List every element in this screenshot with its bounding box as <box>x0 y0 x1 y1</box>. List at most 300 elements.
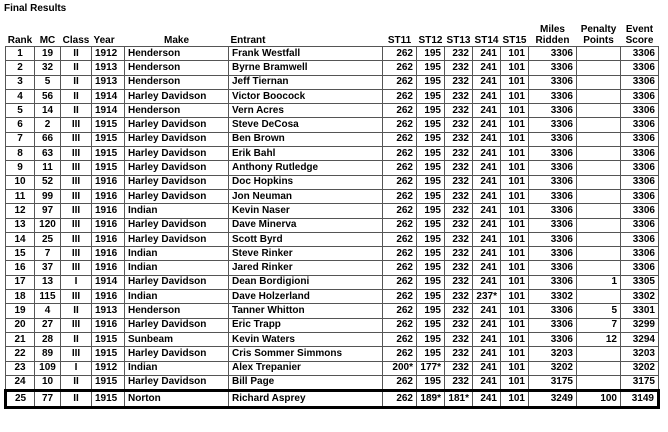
table-row <box>6 247 659 261</box>
miles-ridden-cell: 3306 <box>529 161 577 175</box>
st11-cell: 262 <box>383 61 417 75</box>
entrant-cell: Vern Acres <box>229 104 383 118</box>
table-row <box>6 104 659 118</box>
year-cell: 1915 <box>92 347 125 361</box>
event-score-cell: 3306 <box>621 75 659 89</box>
st11-cell: 200* <box>383 361 417 375</box>
st12-cell: 195 <box>417 332 445 346</box>
st12-cell: 195 <box>417 189 445 203</box>
st13-cell: 232 <box>445 61 473 75</box>
year-cell: 1915 <box>92 375 125 390</box>
penalty-points-cell <box>577 175 621 189</box>
st13-cell: 232 <box>445 118 473 132</box>
column-header-mc: MC <box>39 35 56 46</box>
make-cell: Henderson <box>125 61 229 75</box>
rank-cell: 5 <box>6 104 35 118</box>
rank-cell: 1 <box>6 47 35 61</box>
mc-cell: 66 <box>35 132 61 146</box>
st14-cell: 241 <box>473 89 501 103</box>
mc-cell: 19 <box>35 47 61 61</box>
event-score-cell: 3301 <box>621 304 659 318</box>
penalty-points-cell <box>577 347 621 361</box>
make-cell: Harley Davidson <box>125 232 229 246</box>
st11-cell: 262 <box>383 391 417 408</box>
rank-cell: 15 <box>6 247 35 261</box>
st11-cell: 262 <box>383 247 417 261</box>
mc-cell: 56 <box>35 89 61 103</box>
penalty-points-cell <box>577 204 621 218</box>
st13-cell: 232 <box>445 332 473 346</box>
st11-cell: 262 <box>383 147 417 161</box>
penalty-points-cell: 1 <box>577 275 621 289</box>
table-row <box>6 218 659 232</box>
event-score-cell: 3294 <box>621 332 659 346</box>
table-row <box>6 375 659 390</box>
st15-cell: 101 <box>501 218 529 232</box>
rank-cell: 16 <box>6 261 35 275</box>
st11-cell: 262 <box>383 347 417 361</box>
st13-cell: 232 <box>445 375 473 390</box>
st15-cell: 101 <box>501 318 529 332</box>
make-cell: Indian <box>125 290 229 304</box>
mc-cell: 120 <box>35 218 61 232</box>
class-cell: II <box>61 89 92 103</box>
table-row <box>6 232 659 246</box>
rank-cell: 3 <box>6 75 35 89</box>
penalty-points-cell <box>577 89 621 103</box>
st11-cell: 262 <box>383 75 417 89</box>
miles-ridden-cell: 3306 <box>529 147 577 161</box>
entrant-cell: Kevin Naser <box>229 204 383 218</box>
rank-cell: 4 <box>6 89 35 103</box>
st15-cell: 101 <box>501 89 529 103</box>
miles-ridden-cell: 3302 <box>529 290 577 304</box>
year-cell: 1915 <box>92 161 125 175</box>
class-cell: II <box>61 332 92 346</box>
st14-cell: 241 <box>473 391 501 408</box>
class-cell: III <box>61 247 92 261</box>
miles-ridden-cell: 3306 <box>529 332 577 346</box>
st12-cell: 195 <box>417 347 445 361</box>
st12-cell: 195 <box>417 261 445 275</box>
mc-cell: 28 <box>35 332 61 346</box>
year-cell: 1913 <box>92 75 125 89</box>
event-score-cell: 3203 <box>621 347 659 361</box>
st14-cell: 241 <box>473 75 501 89</box>
st12-cell: 195 <box>417 275 445 289</box>
year-cell: 1914 <box>92 104 125 118</box>
entrant-cell: Cris Sommer Simmons <box>229 347 383 361</box>
st15-cell: 101 <box>501 261 529 275</box>
st12-cell: 195 <box>417 247 445 261</box>
entrant-cell: Victor Boocock <box>229 89 383 103</box>
st15-cell: 101 <box>501 147 529 161</box>
mc-cell: 5 <box>35 75 61 89</box>
st14-cell: 241 <box>473 375 501 390</box>
penalty-points-cell: 100 <box>577 391 621 408</box>
st11-cell: 262 <box>383 261 417 275</box>
mc-cell: 27 <box>35 318 61 332</box>
st12-cell: 177* <box>417 361 445 375</box>
st13-cell: 232 <box>445 261 473 275</box>
st11-cell: 262 <box>383 175 417 189</box>
st14-cell: 237* <box>473 290 501 304</box>
table-row <box>6 261 659 275</box>
rank-cell: 21 <box>6 332 35 346</box>
class-cell: II <box>61 61 92 75</box>
st14-cell: 241 <box>473 318 501 332</box>
st15-cell: 101 <box>501 161 529 175</box>
year-cell: 1913 <box>92 304 125 318</box>
st14-cell: 241 <box>473 161 501 175</box>
mc-cell: 4 <box>35 304 61 318</box>
st14-cell: 241 <box>473 247 501 261</box>
column-header-entrant: Entrant <box>230 35 266 46</box>
table-row <box>6 47 659 61</box>
mc-cell: 7 <box>35 247 61 261</box>
st12-cell: 195 <box>417 118 445 132</box>
st11-cell: 262 <box>383 275 417 289</box>
miles-ridden-cell: 3306 <box>529 104 577 118</box>
entrant-cell: Byrne Bramwell <box>229 61 383 75</box>
event-score-cell: 3202 <box>621 361 659 375</box>
event-score-cell: 3306 <box>621 132 659 146</box>
table-row <box>6 161 659 175</box>
st14-cell: 241 <box>473 347 501 361</box>
rank-cell: 13 <box>6 218 35 232</box>
class-cell: III <box>61 218 92 232</box>
table-row <box>6 290 659 304</box>
column-header-make: Make <box>163 35 189 46</box>
st13-cell: 232 <box>445 47 473 61</box>
rank-cell: 12 <box>6 204 35 218</box>
make-cell: Norton <box>125 391 229 408</box>
table-row <box>6 361 659 375</box>
penalty-points-cell <box>577 375 621 390</box>
miles-ridden-cell: 3306 <box>529 189 577 203</box>
st12-cell: 195 <box>417 175 445 189</box>
table-row <box>6 75 659 89</box>
st15-cell: 101 <box>501 275 529 289</box>
event-score-cell: 3306 <box>621 147 659 161</box>
column-header-event-score: Event Score <box>625 24 654 46</box>
st13-cell: 232 <box>445 147 473 161</box>
st13-cell: 232 <box>445 132 473 146</box>
rank-cell: 7 <box>6 132 35 146</box>
class-cell: II <box>61 375 92 390</box>
table-row <box>6 347 659 361</box>
event-score-cell: 3175 <box>621 375 659 390</box>
column-header-st15: ST15 <box>502 35 527 46</box>
st14-cell: 241 <box>473 218 501 232</box>
st13-cell: 232 <box>445 104 473 118</box>
st11-cell: 262 <box>383 304 417 318</box>
penalty-points-cell <box>577 104 621 118</box>
st14-cell: 241 <box>473 232 501 246</box>
entrant-cell: Jared Rinker <box>229 261 383 275</box>
miles-ridden-cell: 3202 <box>529 361 577 375</box>
rank-cell: 17 <box>6 275 35 289</box>
class-cell: III <box>61 318 92 332</box>
rank-cell: 18 <box>6 290 35 304</box>
make-cell: Harley Davidson <box>125 375 229 390</box>
make-cell: Harley Davidson <box>125 347 229 361</box>
column-header-st13: ST13 <box>446 35 471 46</box>
column-header-rank: Rank <box>7 35 33 46</box>
mc-cell: 10 <box>35 375 61 390</box>
st15-cell: 101 <box>501 132 529 146</box>
st15-cell: 101 <box>501 332 529 346</box>
st14-cell: 241 <box>473 132 501 146</box>
year-cell: 1914 <box>92 275 125 289</box>
entrant-cell: Alex Trepanier <box>229 361 383 375</box>
class-cell: III <box>61 161 92 175</box>
event-score-cell: 3306 <box>621 261 659 275</box>
rank-cell: 9 <box>6 161 35 175</box>
st13-cell: 232 <box>445 75 473 89</box>
st15-cell: 101 <box>501 375 529 390</box>
st15-cell: 101 <box>501 104 529 118</box>
make-cell: Harley Davidson <box>125 118 229 132</box>
make-cell: Henderson <box>125 47 229 61</box>
miles-ridden-cell: 3249 <box>529 391 577 408</box>
penalty-points-cell <box>577 47 621 61</box>
st13-cell: 181* <box>445 391 473 408</box>
st12-cell: 195 <box>417 304 445 318</box>
rank-cell: 2 <box>6 61 35 75</box>
mc-cell: 115 <box>35 290 61 304</box>
table-row <box>6 61 659 75</box>
table-row <box>6 204 659 218</box>
entrant-cell: Frank Westfall <box>229 47 383 61</box>
event-score-cell: 3149 <box>621 391 659 408</box>
make-cell: Harley Davidson <box>125 147 229 161</box>
mc-cell: 37 <box>35 261 61 275</box>
penalty-points-cell <box>577 232 621 246</box>
st13-cell: 232 <box>445 361 473 375</box>
st11-cell: 262 <box>383 189 417 203</box>
st13-cell: 232 <box>445 247 473 261</box>
make-cell: Indian <box>125 247 229 261</box>
miles-ridden-cell: 3306 <box>529 247 577 261</box>
st11-cell: 262 <box>383 232 417 246</box>
st11-cell: 262 <box>383 204 417 218</box>
year-cell: 1915 <box>92 132 125 146</box>
rank-cell: 6 <box>6 118 35 132</box>
st14-cell: 241 <box>473 204 501 218</box>
penalty-points-cell <box>577 189 621 203</box>
st12-cell: 195 <box>417 232 445 246</box>
year-cell: 1916 <box>92 218 125 232</box>
st15-cell: 101 <box>501 189 529 203</box>
st15-cell: 101 <box>501 232 529 246</box>
st11-cell: 262 <box>383 104 417 118</box>
mc-cell: 97 <box>35 204 61 218</box>
rank-cell: 8 <box>6 147 35 161</box>
miles-ridden-cell: 3306 <box>529 275 577 289</box>
st13-cell: 232 <box>445 275 473 289</box>
st15-cell: 101 <box>501 290 529 304</box>
class-cell: III <box>61 118 92 132</box>
st13-cell: 232 <box>445 218 473 232</box>
st11-cell: 262 <box>383 89 417 103</box>
table-row <box>6 304 659 318</box>
entrant-cell: Tanner Whitton <box>229 304 383 318</box>
st11-cell: 262 <box>383 161 417 175</box>
miles-ridden-cell: 3306 <box>529 89 577 103</box>
entrant-cell: Dave Minerva <box>229 218 383 232</box>
st15-cell: 101 <box>501 75 529 89</box>
make-cell: Indian <box>125 361 229 375</box>
entrant-cell: Kevin Waters <box>229 332 383 346</box>
st11-cell: 262 <box>383 375 417 390</box>
make-cell: Harley Davidson <box>125 275 229 289</box>
class-cell: III <box>61 132 92 146</box>
st12-cell: 195 <box>417 89 445 103</box>
st12-cell: 195 <box>417 75 445 89</box>
st11-cell: 262 <box>383 290 417 304</box>
entrant-cell: Anthony Rutledge <box>229 161 383 175</box>
make-cell: Harley Davidson <box>125 218 229 232</box>
rank-cell: 20 <box>6 318 35 332</box>
class-cell: II <box>61 75 92 89</box>
mc-cell: 25 <box>35 232 61 246</box>
column-header-class: Class <box>62 35 90 46</box>
event-score-cell: 3306 <box>621 161 659 175</box>
class-cell: II <box>61 47 92 61</box>
mc-cell: 99 <box>35 189 61 203</box>
st14-cell: 241 <box>473 47 501 61</box>
st13-cell: 232 <box>445 161 473 175</box>
miles-ridden-cell: 3306 <box>529 132 577 146</box>
mc-cell: 52 <box>35 175 61 189</box>
st13-cell: 232 <box>445 232 473 246</box>
miles-ridden-cell: 3306 <box>529 47 577 61</box>
mc-cell: 77 <box>35 391 61 408</box>
st14-cell: 241 <box>473 275 501 289</box>
class-cell: III <box>61 347 92 361</box>
year-cell: 1916 <box>92 232 125 246</box>
make-cell: Henderson <box>125 75 229 89</box>
miles-ridden-cell: 3306 <box>529 304 577 318</box>
mc-cell: 89 <box>35 347 61 361</box>
miles-ridden-cell: 3306 <box>529 175 577 189</box>
year-cell: 1915 <box>92 391 125 408</box>
event-score-cell: 3305 <box>621 275 659 289</box>
penalty-points-cell <box>577 361 621 375</box>
event-score-cell: 3306 <box>621 189 659 203</box>
st15-cell: 101 <box>501 47 529 61</box>
entrant-cell: Richard Asprey <box>229 391 383 408</box>
make-cell: Henderson <box>125 104 229 118</box>
st15-cell: 101 <box>501 391 529 408</box>
st14-cell: 241 <box>473 147 501 161</box>
mc-cell: 32 <box>35 61 61 75</box>
entrant-cell: Bill Page <box>229 375 383 390</box>
class-cell: III <box>61 290 92 304</box>
table-row <box>6 89 659 103</box>
st12-cell: 195 <box>417 47 445 61</box>
entrant-cell: Ben Brown <box>229 132 383 146</box>
st11-cell: 262 <box>383 318 417 332</box>
column-header-st14: ST14 <box>474 35 499 46</box>
year-cell: 1913 <box>92 61 125 75</box>
year-cell: 1915 <box>92 147 125 161</box>
st12-cell: 189* <box>417 391 445 408</box>
class-cell: I <box>61 275 92 289</box>
st13-cell: 232 <box>445 318 473 332</box>
table-row <box>6 318 659 332</box>
column-header-year: Year <box>93 35 115 46</box>
year-cell: 1912 <box>92 361 125 375</box>
st15-cell: 101 <box>501 304 529 318</box>
class-cell: III <box>61 147 92 161</box>
table-row-highlighted <box>6 391 659 408</box>
entrant-cell: Steve Rinker <box>229 247 383 261</box>
make-cell: Henderson <box>125 304 229 318</box>
st14-cell: 241 <box>473 61 501 75</box>
st15-cell: 101 <box>501 347 529 361</box>
st12-cell: 195 <box>417 161 445 175</box>
year-cell: 1915 <box>92 118 125 132</box>
class-cell: III <box>61 232 92 246</box>
st15-cell: 101 <box>501 361 529 375</box>
miles-ridden-cell: 3306 <box>529 318 577 332</box>
st11-cell: 262 <box>383 218 417 232</box>
event-score-cell: 3306 <box>621 118 659 132</box>
penalty-points-cell <box>577 161 621 175</box>
rank-cell: 11 <box>6 189 35 203</box>
miles-ridden-cell: 3203 <box>529 347 577 361</box>
event-score-cell: 3306 <box>621 89 659 103</box>
miles-ridden-cell: 3306 <box>529 232 577 246</box>
class-cell: III <box>61 189 92 203</box>
penalty-points-cell <box>577 147 621 161</box>
event-score-cell: 3306 <box>621 218 659 232</box>
year-cell: 1912 <box>92 47 125 61</box>
make-cell: Harley Davidson <box>125 161 229 175</box>
penalty-points-cell <box>577 61 621 75</box>
make-cell: Sunbeam <box>125 332 229 346</box>
penalty-points-cell <box>577 75 621 89</box>
st15-cell: 101 <box>501 61 529 75</box>
miles-ridden-cell: 3306 <box>529 218 577 232</box>
penalty-points-cell <box>577 132 621 146</box>
st12-cell: 195 <box>417 204 445 218</box>
table-row <box>6 189 659 203</box>
event-score-cell: 3306 <box>621 104 659 118</box>
table-row <box>6 118 659 132</box>
st15-cell: 101 <box>501 204 529 218</box>
miles-ridden-cell: 3306 <box>529 118 577 132</box>
table-row <box>6 175 659 189</box>
class-cell: II <box>61 104 92 118</box>
st11-cell: 262 <box>383 47 417 61</box>
miles-ridden-cell: 3306 <box>529 75 577 89</box>
class-cell: II <box>61 304 92 318</box>
st12-cell: 195 <box>417 104 445 118</box>
st11-cell: 262 <box>383 332 417 346</box>
st13-cell: 232 <box>445 204 473 218</box>
st15-cell: 101 <box>501 175 529 189</box>
event-score-cell: 3306 <box>621 61 659 75</box>
st12-cell: 195 <box>417 290 445 304</box>
st12-cell: 195 <box>417 218 445 232</box>
st12-cell: 195 <box>417 132 445 146</box>
year-cell: 1916 <box>92 290 125 304</box>
st15-cell: 101 <box>501 247 529 261</box>
penalty-points-cell <box>577 261 621 275</box>
